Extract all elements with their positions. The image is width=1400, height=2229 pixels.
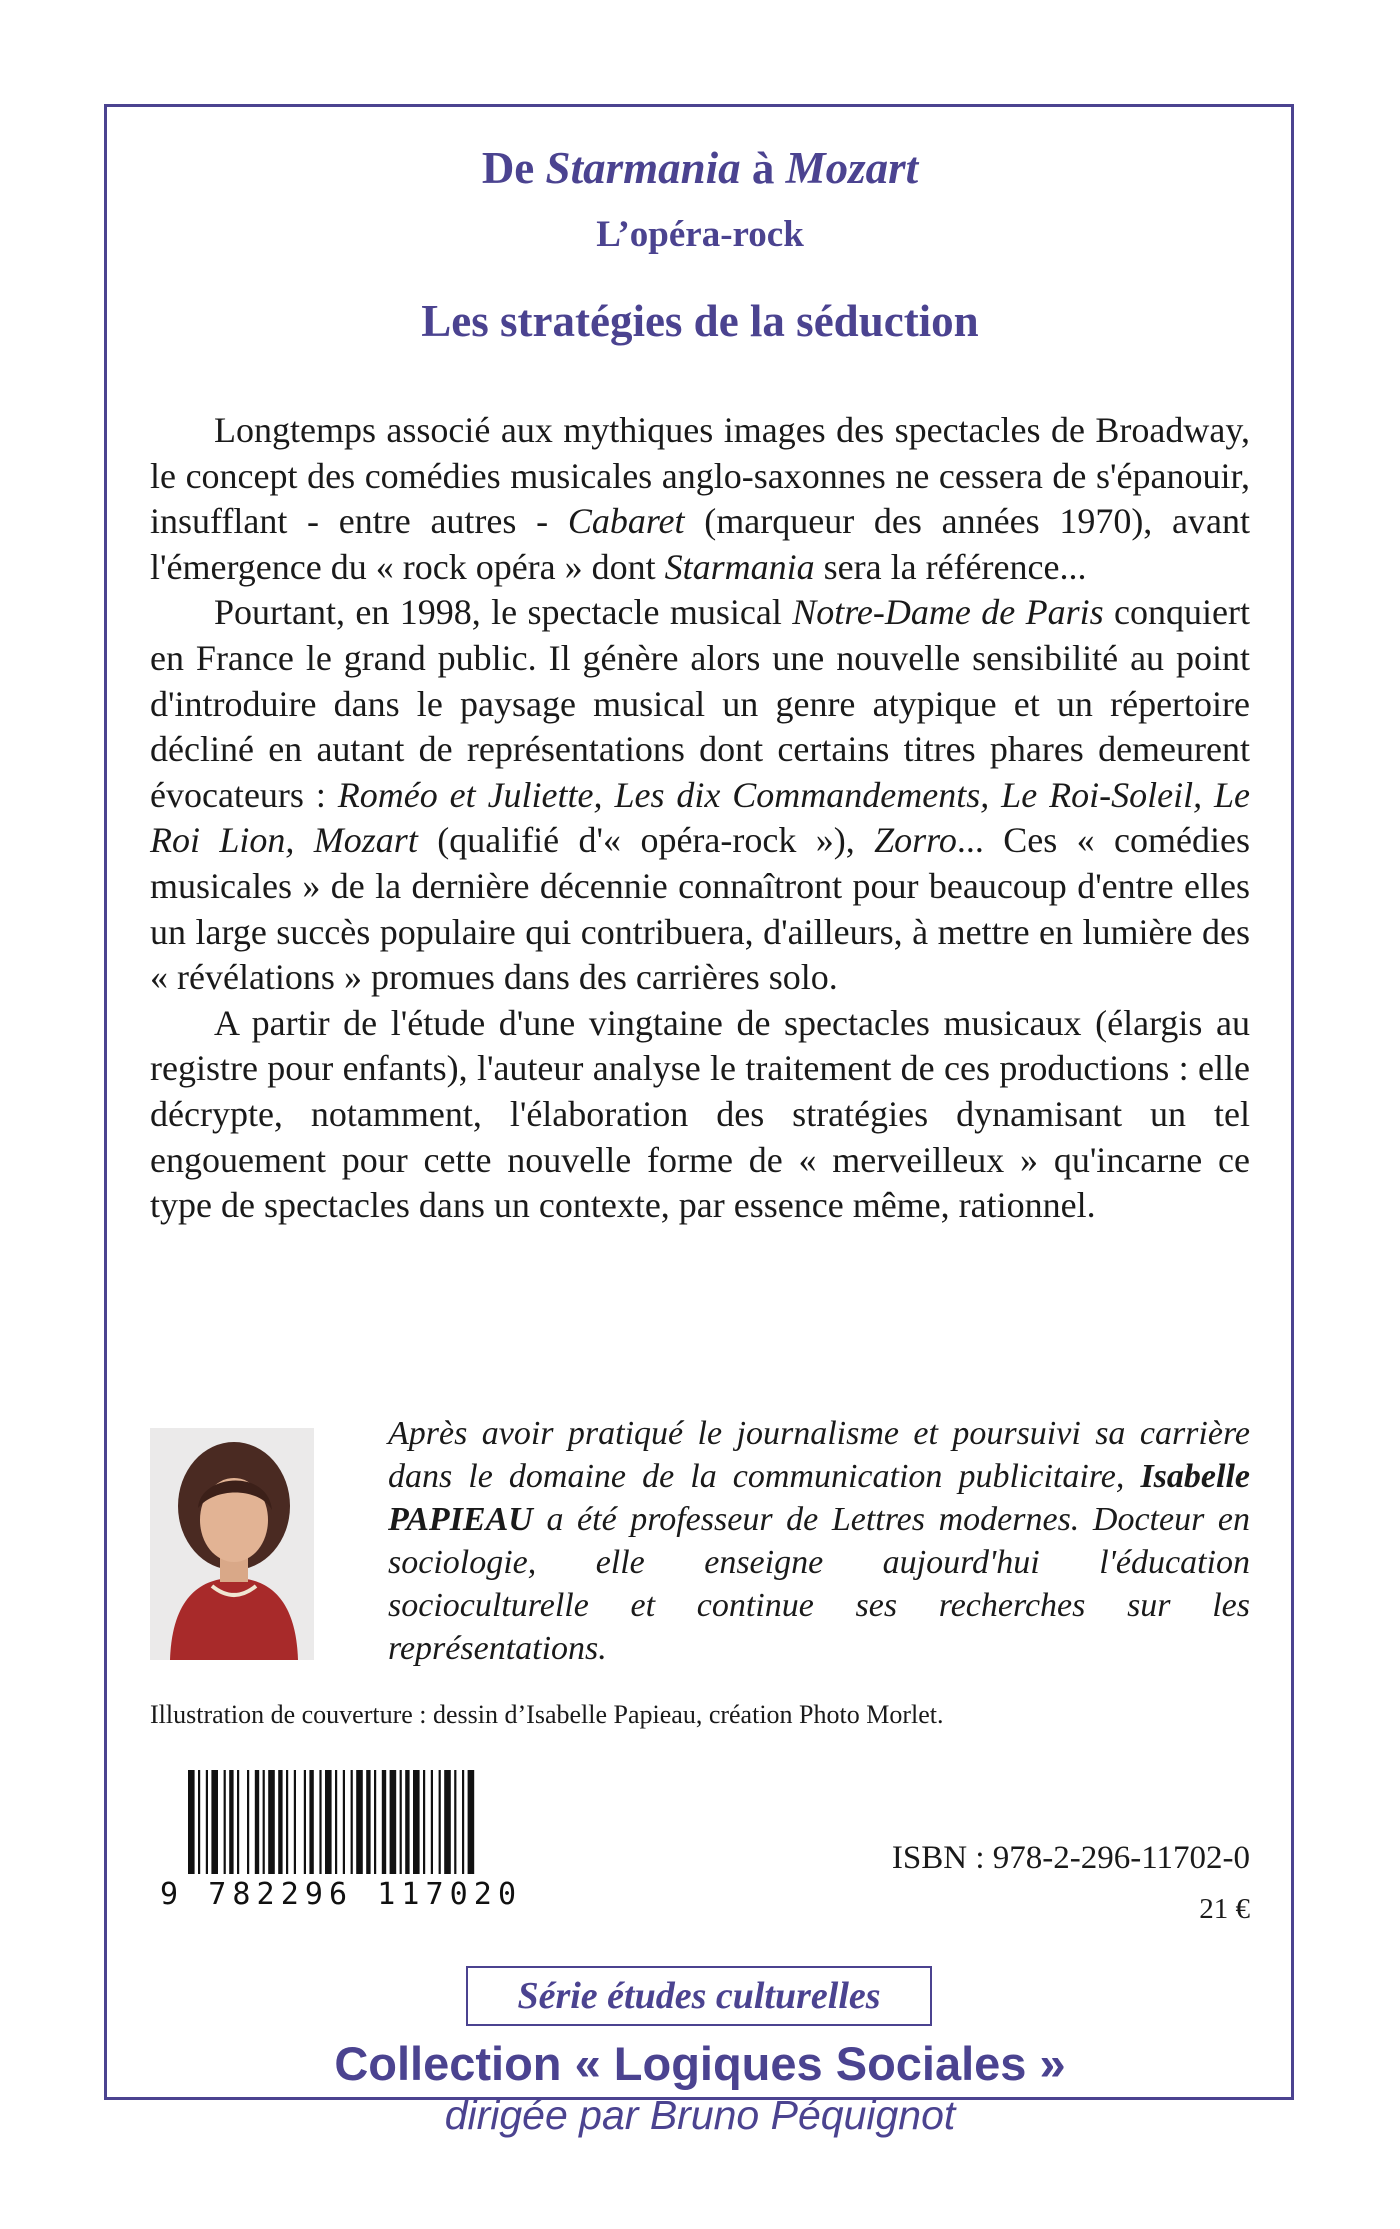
barcode-bar — [206, 1770, 208, 1874]
barcode-bar — [319, 1770, 321, 1874]
barcode-digits: 9 782296 117020 — [160, 1877, 516, 1910]
barcode-bar — [356, 1770, 363, 1874]
book-subtitle: L’opéra-rock — [596, 214, 804, 255]
barcode-bar — [286, 1770, 288, 1874]
barcode-bar — [255, 1770, 259, 1874]
barcode-bar — [423, 1770, 425, 1874]
barcode-bar — [366, 1770, 370, 1874]
barcode-bar — [224, 1770, 226, 1874]
author-bio: Après avoir pratiqué le journalisme et poursuivi sa carrière dans le domaine de la communication publicitaire, Isabelle PAPIEAU a été professeur de Lettres modernes. Docteur en sociologie, elle enseigne aujourd'hui l'éducation socioculturelle et continue ses recherches sur les représentations. — [388, 1415, 1250, 1667]
barcode-bar — [335, 1770, 337, 1874]
barcode-bar — [343, 1770, 345, 1874]
collection-director: dirigée par Bruno Péquignot — [444, 2092, 956, 2138]
barcode-bar — [413, 1770, 420, 1874]
barcode-bar — [304, 1770, 306, 1874]
summary-text — [150, 408, 1250, 1229]
barcode-bar — [263, 1770, 265, 1874]
price: 21 € — [1199, 1893, 1250, 1925]
barcode-bar — [400, 1770, 402, 1874]
summary-paragraph-2: Pourtant, en 1998, le spectacle musical Notre-Dame de Paris conquiert en France le grand public. Il génère alors une nouvelle sensibilité au point d'introduire dans le paysage musical un genre atypique et un répertoire décliné en autant de représentations dont certains titres phares demeurent évocateurs : Roméo et Juliette, Les dix Commandements, Le Roi-Soleil, Le Roi Lion, Mozart (qualifié d'« opéra-rock »), Zorro... Ces « comédies musicales » de la dernière décennie connaîtront pour beaucoup d'entre elles un large succès populaire qui contribuera, d'ailleurs, à mettre en lumière des « révélations » promues dans des carrières solo. — [150, 592, 1251, 998]
collection-name: Collection « Logiques Sociales » — [334, 2037, 1066, 2090]
barcode-bar — [211, 1770, 218, 1874]
book-tagline: Les stratégies de la séduction — [421, 296, 979, 346]
barcode-bar — [390, 1770, 397, 1874]
barcode-bar — [325, 1770, 332, 1874]
barcode-bar — [188, 1770, 195, 1874]
isbn: ISBN : 978-2-296-11702-0 — [891, 1840, 1250, 1876]
summary-paragraph-3: A partir de l'étude d'une vingtaine de spectacles musicaux (élargis au registre pour enfants), l'auteur analyse le traitement de ces productions : elle décrypte, notamment, l'élaboration des stratégies dynamisant un tel engouement pour cette nouvelle forme de « merveilleux » qu'incarne ce type de spectacles dans un contexte, par essence même, rationnel. — [150, 1002, 1250, 1226]
author-portrait-icon — [150, 1428, 314, 1660]
barcode-bar — [468, 1770, 475, 1874]
barcode-bar — [405, 1770, 409, 1874]
author-name: Isabelle PAPIEAU — [388, 1458, 1250, 1538]
series-badge: Série études culturelles — [466, 1966, 932, 2026]
barcode-bar — [268, 1770, 275, 1874]
barcode-bar — [309, 1770, 313, 1874]
barcode-bar — [198, 1770, 200, 1874]
barcode-bar — [444, 1770, 451, 1874]
barcode-bar — [247, 1770, 249, 1874]
barcode — [160, 1770, 520, 1910]
summary-paragraph-1: Longtemps associé aux mythiques images des spectacles de Broadway, le concept des comédies musicales anglo-saxonnes ne cessera de s'épanouir, insufflant - entre autres - Cabaret (marqueur des années 1970), avant l'émergence du « rock opéra » dont Starmania sera la référence... — [150, 410, 1250, 587]
barcode-bar — [439, 1770, 441, 1874]
cover-credit: Illustration de couverture : dessin d’Isabelle Papieau, création Photo Morlet. — [150, 1700, 944, 1729]
barcode-bar — [229, 1770, 233, 1874]
book-title: De Starmania à Mozart — [481, 143, 919, 193]
barcode-bar — [462, 1770, 464, 1874]
barcode-bar — [382, 1770, 386, 1874]
author-photo — [150, 1428, 314, 1660]
barcode-icon — [160, 1770, 520, 1910]
barcode-bar — [278, 1770, 282, 1874]
barcode-bar — [351, 1770, 353, 1874]
barcode-bar — [294, 1770, 296, 1874]
barcode-bar — [431, 1770, 433, 1874]
barcode-bar — [374, 1770, 376, 1874]
barcode-bar — [454, 1770, 456, 1874]
barcode-bar — [237, 1770, 239, 1874]
